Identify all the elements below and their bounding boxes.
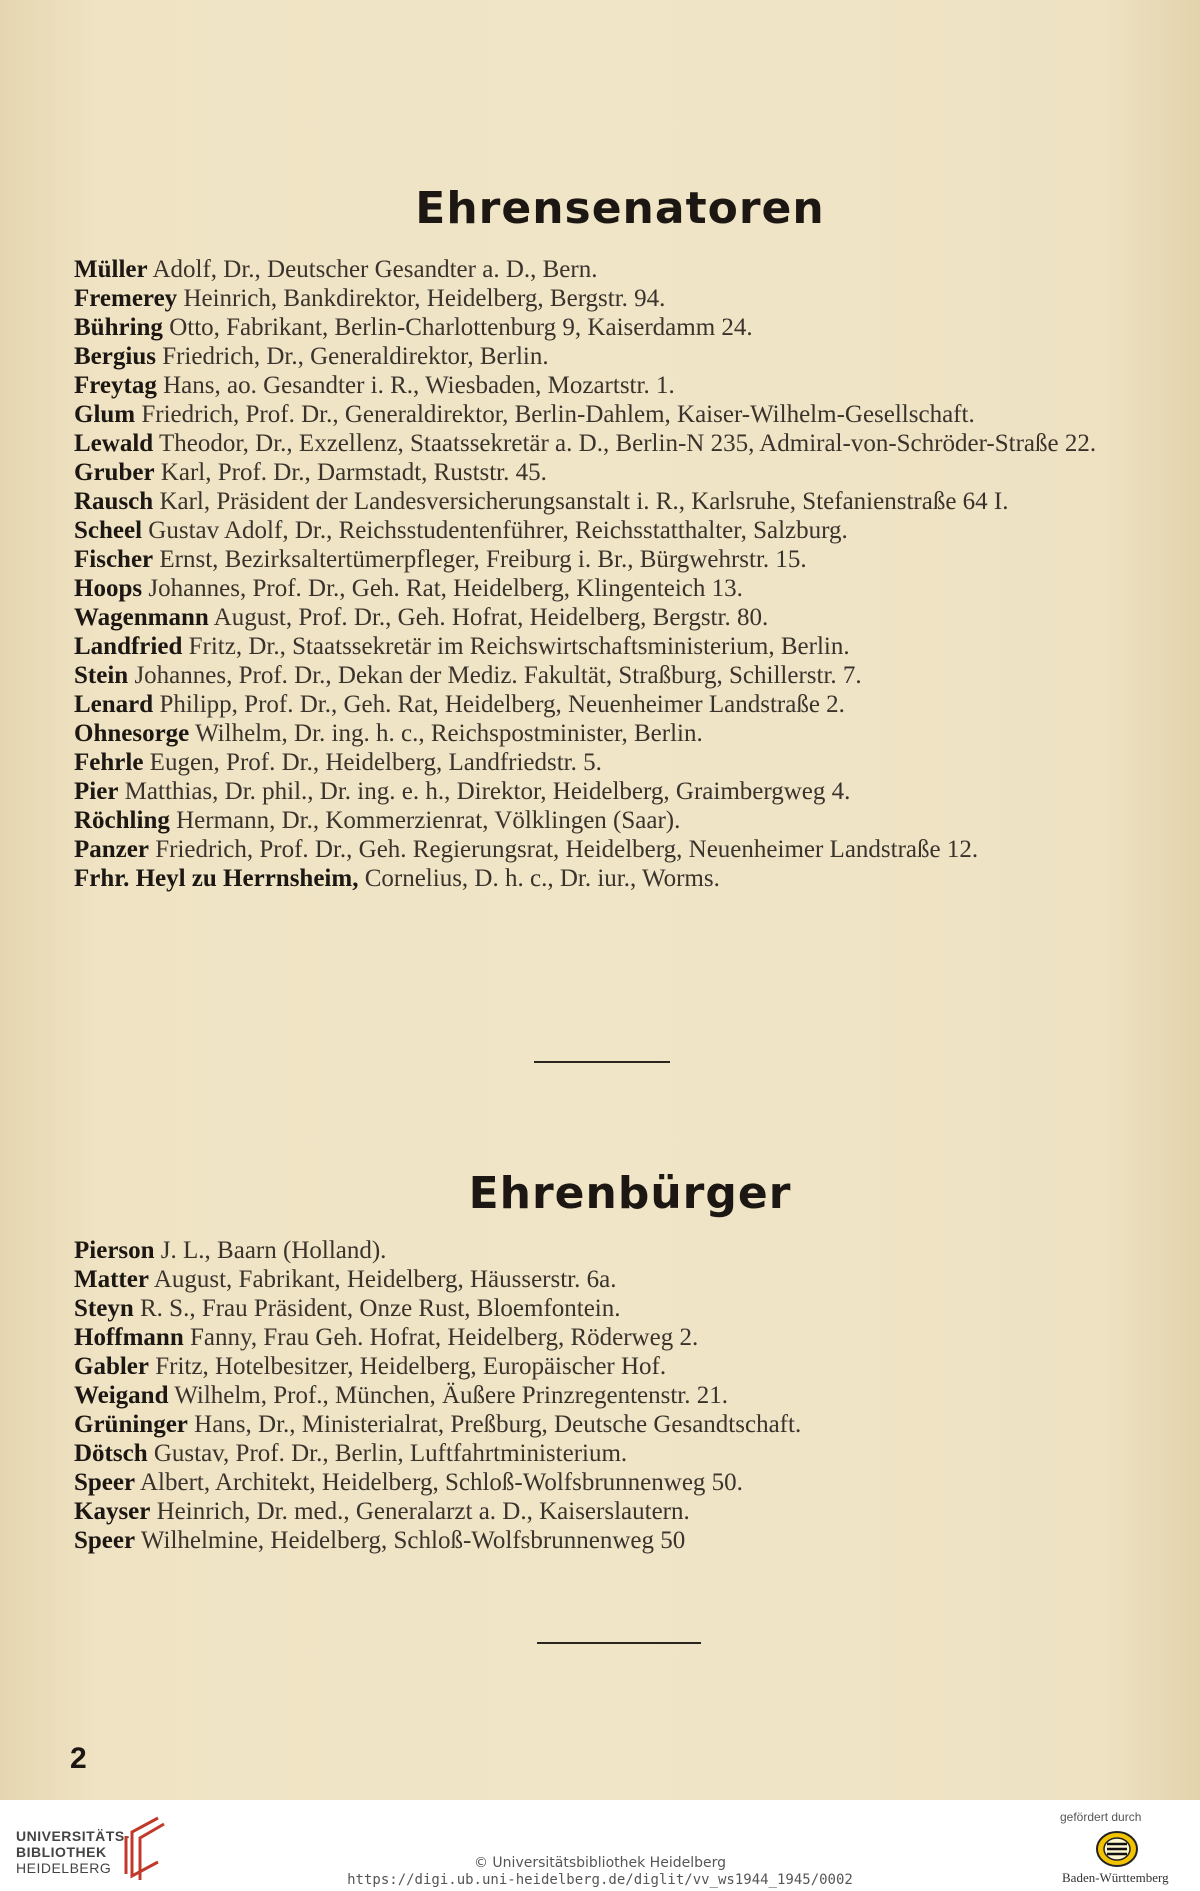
list-item xyxy=(74,487,1174,516)
person-surname: Fremerey xyxy=(74,285,178,312)
list-item xyxy=(74,545,1174,574)
person-surname: Pierson xyxy=(74,1237,155,1264)
list-item xyxy=(74,777,1174,806)
person-details: Hermann, Dr., Kommerzienrat, Völklingen (Saar). xyxy=(169,807,681,834)
person-surname: Gruber xyxy=(74,459,155,486)
list-item xyxy=(74,864,1174,893)
person-details: R. S., Frau Präsident, Onze Rust, Bloemfontein. xyxy=(133,1295,621,1322)
viewer-footer xyxy=(0,1800,1200,1891)
person-surname: Bühring xyxy=(74,314,163,341)
list-item xyxy=(74,1439,1174,1468)
person-surname: Röchling xyxy=(74,807,170,834)
list-item xyxy=(74,1323,1174,1352)
list-item xyxy=(74,1294,1174,1323)
person-surname: Matter xyxy=(74,1266,149,1293)
person-details: Hans, Dr., Ministerialrat, Preßburg, Deutsche Gesandtschaft. xyxy=(187,1411,802,1438)
library-name-line: UNIVERSITÄTS- xyxy=(16,1828,130,1844)
person-details: Heinrich, Dr. med., Generalarzt a. D., Kaiserslautern. xyxy=(150,1498,690,1525)
person-surname: Steyn xyxy=(74,1295,134,1322)
list-item xyxy=(74,1265,1174,1294)
list-item xyxy=(74,1410,1174,1439)
permalink[interactable]: https://digi.ub.uni-heidelberg.de/diglit/vv_ws1944_1945/0002 xyxy=(347,1872,853,1888)
person-details: Friedrich, Prof. Dr., Generaldirektor, Berlin-Dahlem, Kaiser-Wilhelm-Gesellschaft. xyxy=(135,401,975,428)
person-details: Gustav Adolf, Dr., Reichsstudentenführer, Reichsstatthalter, Salzburg. xyxy=(142,517,848,544)
list-item xyxy=(74,719,1174,748)
person-details: Johannes, Prof. Dr., Geh. Rat, Heidelberg, Klingenteich 13. xyxy=(142,575,743,602)
list-item xyxy=(74,429,1174,458)
person-details: Albert, Architekt, Heidelberg, Schloß-Wolfsbrunnenweg 50. xyxy=(135,1469,743,1496)
person-surname: Stein xyxy=(74,662,129,689)
list-item xyxy=(74,255,1174,284)
person-surname: Fehrle xyxy=(74,749,144,776)
person-surname: Hoops xyxy=(74,575,143,602)
list-item xyxy=(74,313,1174,342)
person-surname: Kayser xyxy=(74,1498,151,1525)
person-details: August, Fabrikant, Heidelberg, Häusserstr. 6a. xyxy=(148,1266,617,1293)
person-surname: Müller xyxy=(74,256,148,283)
person-surname: Fischer xyxy=(74,546,154,573)
list-item xyxy=(74,661,1174,690)
person-details: Fritz, Dr., Staatssekretär im Reichswirtschaftsministerium, Berlin. xyxy=(182,633,850,660)
list-item xyxy=(74,603,1174,632)
list-item xyxy=(74,458,1174,487)
person-details: Karl, Prof. Dr., Darmstadt, Ruststr. 45. xyxy=(154,459,547,486)
person-surname: Gabler xyxy=(74,1353,149,1380)
person-details: Cornelius, D. h. c., Dr. iur., Worms. xyxy=(358,865,720,892)
list-item xyxy=(74,1381,1174,1410)
list-item xyxy=(74,1497,1174,1526)
list-item xyxy=(74,1236,1174,1265)
ehrenbuerger-list xyxy=(74,1236,1174,1555)
list-item xyxy=(74,1468,1174,1497)
person-details: Fanny, Frau Geh. Hofrat, Heidelberg, Röderweg 2. xyxy=(183,1324,699,1351)
person-details: Fritz, Hotelbesitzer, Heidelberg, Europäischer Hof. xyxy=(149,1353,667,1380)
person-details: Philipp, Prof. Dr., Geh. Rat, Heidelberg, Neuenheimer Landstraße 2. xyxy=(153,691,845,718)
person-surname: Freytag xyxy=(74,372,157,399)
list-item xyxy=(74,806,1174,835)
list-item xyxy=(74,1526,1174,1555)
person-surname: Hoffmann xyxy=(74,1324,184,1351)
person-surname: Grüninger xyxy=(74,1411,188,1438)
list-item xyxy=(74,342,1174,371)
person-details: Theodor, Dr., Exzellenz, Staatssekretär a. D., Berlin-N 235, Admiral-von-Schröder-Straße 22. xyxy=(153,430,1097,457)
person-surname: Glum xyxy=(74,401,136,428)
person-details: Eugen, Prof. Dr., Heidelberg, Landfriedstr. 5. xyxy=(143,749,602,776)
person-surname: Pier xyxy=(74,778,119,805)
person-details: Wilhelm, Dr. ing. h. c., Reichspostminister, Berlin. xyxy=(189,720,703,747)
state-coat-of-arms-icon xyxy=(1093,1830,1141,1868)
person-surname: Rausch xyxy=(74,488,154,515)
list-item xyxy=(74,371,1174,400)
list-item xyxy=(74,1352,1174,1381)
person-details: Otto, Fabrikant, Berlin-Charlottenburg 9, Kaiserdamm 24. xyxy=(162,314,753,341)
person-details: Friedrich, Prof. Dr., Geh. Regierungsrat, Heidelberg, Neuenheimer Landstraße 12. xyxy=(148,836,979,863)
person-details: Karl, Präsident der Landesversicherungsanstalt i. R., Karlsruhe, Stefanienstraße 64 I. xyxy=(153,488,1009,515)
person-details: Matthias, Dr. phil., Dr. ing. e. h., Direktor, Heidelberg, Graimbergweg 4. xyxy=(118,778,851,805)
person-surname: Speer xyxy=(74,1469,136,1496)
person-surname: Lenard xyxy=(74,691,154,718)
person-details: Gustav, Prof. Dr., Berlin, Luftfahrtministerium. xyxy=(147,1440,628,1467)
person-surname: Weigand xyxy=(74,1382,169,1409)
person-surname: Dötsch xyxy=(74,1440,148,1467)
person-surname: Wagenmann xyxy=(74,604,209,631)
person-surname: Ohnesorge xyxy=(74,720,190,747)
section-heading-ehrensenatoren: Ehrensenatoren xyxy=(415,183,825,234)
sponsor-label: gefördert durch xyxy=(1060,1810,1142,1824)
list-item xyxy=(74,284,1174,313)
ehrensenatoren-list xyxy=(74,255,1174,893)
person-details: Heinrich, Bankdirektor, Heidelberg, Bergstr. 94. xyxy=(177,285,666,312)
person-details: Adolf, Dr., Deutscher Gesandter a. D., Bern. xyxy=(147,256,598,283)
list-item xyxy=(74,516,1174,545)
person-surname: Bergius xyxy=(74,343,156,370)
section-divider xyxy=(537,1642,701,1644)
list-item xyxy=(74,835,1174,864)
person-details: Wilhelm, Prof., München, Äußere Prinzregentenstr. 21. xyxy=(168,1382,729,1409)
person-surname: Landfried xyxy=(74,633,183,660)
library-name-line: BIBLIOTHEK xyxy=(16,1844,107,1860)
person-surname: Frhr. Heyl zu Herrnsheim, xyxy=(74,865,359,892)
person-details: Hans, ao. Gesandter i. R., Wiesbaden, Mozartstr. 1. xyxy=(156,372,675,399)
person-details: Friedrich, Dr., Generaldirektor, Berlin. xyxy=(155,343,549,370)
library-name-line: HEIDELBERG xyxy=(16,1860,112,1876)
person-details: Johannes, Prof. Dr., Dekan der Mediz. Fakultät, Straßburg, Schillerstr. 7. xyxy=(128,662,862,689)
list-item xyxy=(74,400,1174,429)
list-item xyxy=(74,574,1174,603)
person-surname: Panzer xyxy=(74,836,149,863)
section-heading-ehrenbuerger: Ehrenbürger xyxy=(468,1168,792,1219)
person-surname: Speer xyxy=(74,1527,136,1554)
person-surname: Lewald xyxy=(74,430,154,457)
person-details: Ernst, Bezirksaltertümerpfleger, Freiburg i. Br., Bürgwehrstr. 15. xyxy=(153,546,807,573)
sponsor-name: Baden-Württemberg xyxy=(1062,1870,1169,1885)
list-item xyxy=(74,690,1174,719)
section-divider xyxy=(534,1061,670,1063)
person-details: Wilhelmine, Heidelberg, Schloß-Wolfsbrunnenweg 50 xyxy=(135,1527,686,1554)
page-number: 2 xyxy=(70,1742,87,1775)
person-details: J. L., Baarn (Holland). xyxy=(154,1237,387,1264)
copyright-notice: © Universitätsbibliothek Heidelberg xyxy=(473,1855,726,1871)
person-details: August, Prof. Dr., Geh. Hofrat, Heidelberg, Bergstr. 80. xyxy=(208,604,769,631)
list-item xyxy=(74,632,1174,661)
person-surname: Scheel xyxy=(74,517,143,544)
list-item xyxy=(74,748,1174,777)
